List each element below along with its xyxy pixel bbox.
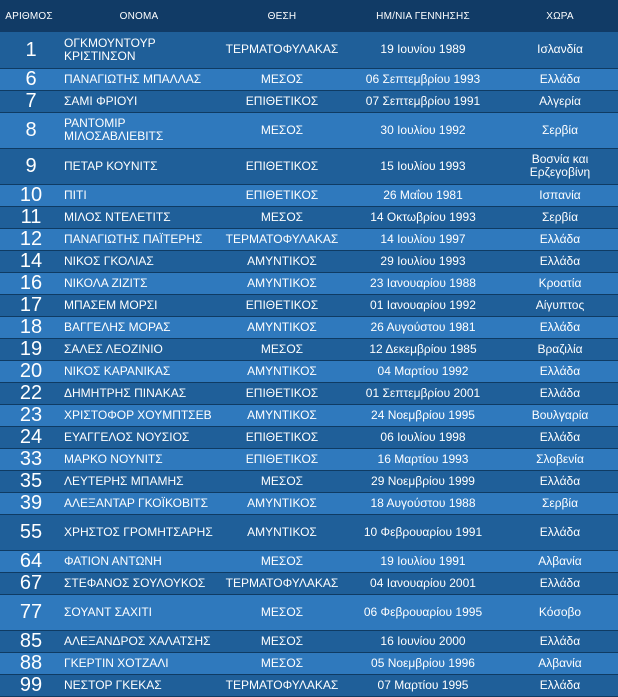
player-country: Βραζιλία — [502, 338, 618, 360]
player-name: ΓΚΕΡΤΙΝ ΧΟΤΖΑΛΙ — [58, 652, 220, 674]
player-dob: 04 Ιανουαρίου 2001 — [344, 572, 502, 594]
table-row — [0, 272, 618, 294]
player-position: ΑΜΥΝΤΙΚΟΣ — [220, 514, 344, 550]
player-position: ΤΕΡΜΑΤΟΦΥΛΑΚΑΣ — [220, 32, 344, 68]
player-name: ΠΑΝΑΓΙΩΤΗΣ ΠΑΪΤΕΡΗΣ — [58, 228, 220, 250]
player-number: 35 — [0, 470, 58, 492]
player-position: ΤΕΡΜΑΤΟΦΥΛΑΚΑΣ — [220, 228, 344, 250]
player-name: ΠΕΤΑΡ ΚΟΥΝΙΤΣ — [58, 148, 220, 184]
player-position: ΕΠΙΘΕΤΙΚΟΣ — [220, 184, 344, 206]
player-number: 14 — [0, 250, 58, 272]
player-country: Βουλγαρία — [502, 404, 618, 426]
player-dob: 04 Μαρτίου 1992 — [344, 360, 502, 382]
player-dob: 01 Ιανουαρίου 1992 — [344, 294, 502, 316]
player-position: ΤΕΡΜΑΤΟΦΥΛΑΚΑΣ — [220, 572, 344, 594]
table-row — [0, 148, 618, 184]
player-country: Ελλάδα — [502, 674, 618, 696]
table-row — [0, 572, 618, 594]
player-country: Ισλανδία — [502, 32, 618, 68]
player-name: ΧΡΙΣΤΟΦΟΡ ΧΟΥΜΠΤΣΕΒ — [58, 404, 220, 426]
player-name: ΒΑΓΓΕΛΗΣ ΜΟΡΑΣ — [58, 316, 220, 338]
player-position: ΜΕΣΟΣ — [220, 594, 344, 630]
player-name: ΠΙΤΙ — [58, 184, 220, 206]
table-row — [0, 426, 618, 448]
player-position: ΜΕΣΟΣ — [220, 630, 344, 652]
table-row — [0, 112, 618, 148]
player-name: ΜΑΡΚΟ ΝΟΥΝΙΤΣ — [58, 448, 220, 470]
player-number: 20 — [0, 360, 58, 382]
player-name: ΔΗΜΗΤΡΗΣ ΠΙΝΑΚΑΣ — [58, 382, 220, 404]
table-row — [0, 514, 618, 550]
player-dob: 01 Σεπτεμβρίου 2001 — [344, 382, 502, 404]
player-country: Ελλάδα — [502, 228, 618, 250]
player-number: 19 — [0, 338, 58, 360]
table-row — [0, 228, 618, 250]
table-row — [0, 382, 618, 404]
player-dob: 06 Φεβρουαρίου 1995 — [344, 594, 502, 630]
player-position: ΕΠΙΘΕΤΙΚΟΣ — [220, 294, 344, 316]
player-number: 8 — [0, 112, 58, 148]
player-country: Σλοβενία — [502, 448, 618, 470]
player-position: ΜΕΣΟΣ — [220, 206, 344, 228]
player-position: ΑΜΥΝΤΙΚΟΣ — [220, 492, 344, 514]
player-position: ΑΜΥΝΤΙΚΟΣ — [220, 272, 344, 294]
player-country: Ελλάδα — [502, 630, 618, 652]
player-number: 10 — [0, 184, 58, 206]
player-number: 16 — [0, 272, 58, 294]
player-number: 22 — [0, 382, 58, 404]
player-dob: 29 Ιουλίου 1993 — [344, 250, 502, 272]
player-country: Αλγερία — [502, 90, 618, 112]
player-position: ΕΠΙΘΕΤΙΚΟΣ — [220, 448, 344, 470]
table-row — [0, 404, 618, 426]
player-name: ΠΑΝΑΓΙΩΤΗΣ ΜΠΑΛΛΑΣ — [58, 68, 220, 90]
player-name: ΑΛΕΞΑΝΔΡΟΣ ΧΑΛΑΤΣΗΣ — [58, 630, 220, 652]
player-name: ΑΛΕΞΑΝΤΑΡ ΓΚΟΪΚΟΒΙΤΣ — [58, 492, 220, 514]
table-row — [0, 652, 618, 674]
player-dob: 06 Σεπτεμβρίου 1993 — [344, 68, 502, 90]
player-dob: 16 Μαρτίου 1993 — [344, 448, 502, 470]
player-number: 12 — [0, 228, 58, 250]
table-row — [0, 250, 618, 272]
table-row — [0, 492, 618, 514]
player-number: 85 — [0, 630, 58, 652]
table-header — [0, 0, 618, 32]
header-name: ΟΝΟΜΑ — [119, 10, 159, 22]
table-row — [0, 470, 618, 492]
player-name: ΝΕΣΤΟΡ ΓΚΕΚΑΣ — [58, 674, 220, 696]
player-position: ΜΕΣΟΣ — [220, 550, 344, 572]
player-name: ΝΙΚΟΛΑ ΖΙΖΙΤΣ — [58, 272, 220, 294]
player-country: Αλβανία — [502, 652, 618, 674]
player-position: ΜΕΣΟΣ — [220, 68, 344, 90]
player-name: ΟΓΚΜΟΥΝΤΟΥΡ ΚΡΙΣΤΙΝΣΟΝ — [58, 32, 220, 68]
player-dob: 14 Οκτωβρίου 1993 — [344, 206, 502, 228]
player-number: 9 — [0, 148, 58, 184]
player-country: Αλβανία — [502, 550, 618, 572]
player-number: 88 — [0, 652, 58, 674]
header-row — [0, 0, 618, 32]
player-dob: 30 Ιουλίου 1992 — [344, 112, 502, 148]
player-position: ΤΕΡΜΑΤΟΦΥΛΑΚΑΣ — [220, 674, 344, 696]
player-country: Σερβία — [502, 492, 618, 514]
player-name: ΧΡΗΣΤΟΣ ΓΡΟΜΗΤΣΑΡΗΣ — [58, 514, 220, 550]
player-dob: 12 Δεκεμβρίου 1985 — [344, 338, 502, 360]
table-row — [0, 32, 618, 68]
player-country: Αίγυπτος — [502, 294, 618, 316]
player-dob: 05 Νοεμβρίου 1996 — [344, 652, 502, 674]
player-number: 11 — [0, 206, 58, 228]
player-dob: 07 Σεπτεμβρίου 1991 — [344, 90, 502, 112]
player-number: 77 — [0, 594, 58, 630]
player-dob: 06 Ιουλίου 1998 — [344, 426, 502, 448]
player-position: ΜΕΣΟΣ — [220, 470, 344, 492]
table-row — [0, 360, 618, 382]
player-name: ΡΑΝΤΟΜΙΡ ΜΙΛΟΣΑΒΛΙΕΒΙΤΣ — [58, 112, 220, 148]
table-row — [0, 294, 618, 316]
player-country: Κόσοβο — [502, 594, 618, 630]
table-row — [0, 316, 618, 338]
player-country: Σερβία — [502, 112, 618, 148]
player-name: ΕΥΑΓΓΕΛΟΣ ΝΟΥΣΙΟΣ — [58, 426, 220, 448]
header-country: ΧΩΡΑ — [546, 10, 574, 22]
player-number: 1 — [0, 32, 58, 68]
player-dob: 26 Αυγούστου 1981 — [344, 316, 502, 338]
player-number: 39 — [0, 492, 58, 514]
player-number: 33 — [0, 448, 58, 470]
player-number: 6 — [0, 68, 58, 90]
header-dob: ΗΜ/ΝΙΑ ΓΕΝΝΗΣΗΣ — [376, 10, 470, 22]
table-row — [0, 68, 618, 90]
table-row — [0, 206, 618, 228]
player-country: Ελλάδα — [502, 250, 618, 272]
player-country: Ελλάδα — [502, 426, 618, 448]
player-dob: 26 Μαΐου 1981 — [344, 184, 502, 206]
player-number: 99 — [0, 674, 58, 696]
player-name: ΜΠΑΣΕΜ ΜΟΡΣΙ — [58, 294, 220, 316]
player-dob: 29 Νοεμβρίου 1999 — [344, 470, 502, 492]
player-dob: 10 Φεβρουαρίου 1991 — [344, 514, 502, 550]
player-name: ΜΙΛΟΣ ΝΤΕΛΕΤΙΤΣ — [58, 206, 220, 228]
player-position: ΕΠΙΘΕΤΙΚΟΣ — [220, 426, 344, 448]
player-dob: 15 Ιουλίου 1993 — [344, 148, 502, 184]
player-name: ΣΤΕΦΑΝΟΣ ΣΟΥΛΟΥΚΟΣ — [58, 572, 220, 594]
player-dob: 23 Ιανουαρίου 1988 — [344, 272, 502, 294]
player-number: 24 — [0, 426, 58, 448]
player-position: ΑΜΥΝΤΙΚΟΣ — [220, 404, 344, 426]
player-name: ΣΑΜΙ ΦΡΙΟΥΙ — [58, 90, 220, 112]
player-name: ΣΑΛΕΣ ΛΕΟΖΙΝΙΟ — [58, 338, 220, 360]
player-position: ΜΕΣΟΣ — [220, 652, 344, 674]
player-number: 67 — [0, 572, 58, 594]
player-dob: 18 Αυγούστου 1988 — [344, 492, 502, 514]
player-country: Ελλάδα — [502, 514, 618, 550]
player-dob: 07 Μαρτίου 1995 — [344, 674, 502, 696]
player-name: ΝΙΚΟΣ ΓΚΟΛΙΑΣ — [58, 250, 220, 272]
player-dob: 16 Ιουνίου 2000 — [344, 630, 502, 652]
player-dob: 19 Ιουνίου 1989 — [344, 32, 502, 68]
player-dob: 19 Ιουλίου 1991 — [344, 550, 502, 572]
table-row — [0, 338, 618, 360]
table-row — [0, 594, 618, 630]
player-country: Ελλάδα — [502, 68, 618, 90]
player-number: 64 — [0, 550, 58, 572]
player-name: ΛΕΥΤΕΡΗΣ ΜΠΑΜΗΣ — [58, 470, 220, 492]
player-number: 17 — [0, 294, 58, 316]
table-row — [0, 448, 618, 470]
player-country: Κροατία — [502, 272, 618, 294]
player-country: Ελλάδα — [502, 316, 618, 338]
player-position: ΕΠΙΘΕΤΙΚΟΣ — [220, 90, 344, 112]
table-row — [0, 630, 618, 652]
header-number: ΑΡΙΘΜΟΣ — [5, 10, 53, 22]
player-name: ΣΟΥΑΝΤ ΣΑΧΙΤΙ — [58, 594, 220, 630]
player-position: ΑΜΥΝΤΙΚΟΣ — [220, 360, 344, 382]
player-position: ΑΜΥΝΤΙΚΟΣ — [220, 316, 344, 338]
player-dob: 24 Νοεμβρίου 1995 — [344, 404, 502, 426]
table-row — [0, 184, 618, 206]
player-country: Ελλάδα — [502, 382, 618, 404]
table-row — [0, 90, 618, 112]
player-number: 23 — [0, 404, 58, 426]
header-position: ΘΕΣΗ — [267, 10, 297, 22]
player-name: ΦΑΤΙΟΝ ΑΝΤΩΝΗ — [58, 550, 220, 572]
player-position: ΑΜΥΝΤΙΚΟΣ — [220, 250, 344, 272]
player-number: 7 — [0, 90, 58, 112]
player-country: Σερβία — [502, 206, 618, 228]
player-number: 55 — [0, 514, 58, 550]
player-position: ΜΕΣΟΣ — [220, 112, 344, 148]
table-body — [0, 32, 618, 696]
player-name: ΝΙΚΟΣ ΚΑΡΑΝΙΚΑΣ — [58, 360, 220, 382]
table-row — [0, 674, 618, 696]
player-position: ΕΠΙΘΕΤΙΚΟΣ — [220, 148, 344, 184]
player-position: ΜΕΣΟΣ — [220, 338, 344, 360]
player-country: Βοσνία και Ερζεγοβίνη — [502, 148, 618, 184]
table-row — [0, 550, 618, 572]
player-country: Ελλάδα — [502, 470, 618, 492]
player-dob: 14 Ιουλίου 1997 — [344, 228, 502, 250]
player-country: Ελλάδα — [502, 572, 618, 594]
player-country: Ελλάδα — [502, 360, 618, 382]
player-country: Ισπανία — [502, 184, 618, 206]
player-number: 18 — [0, 316, 58, 338]
player-position: ΕΠΙΘΕΤΙΚΟΣ — [220, 382, 344, 404]
